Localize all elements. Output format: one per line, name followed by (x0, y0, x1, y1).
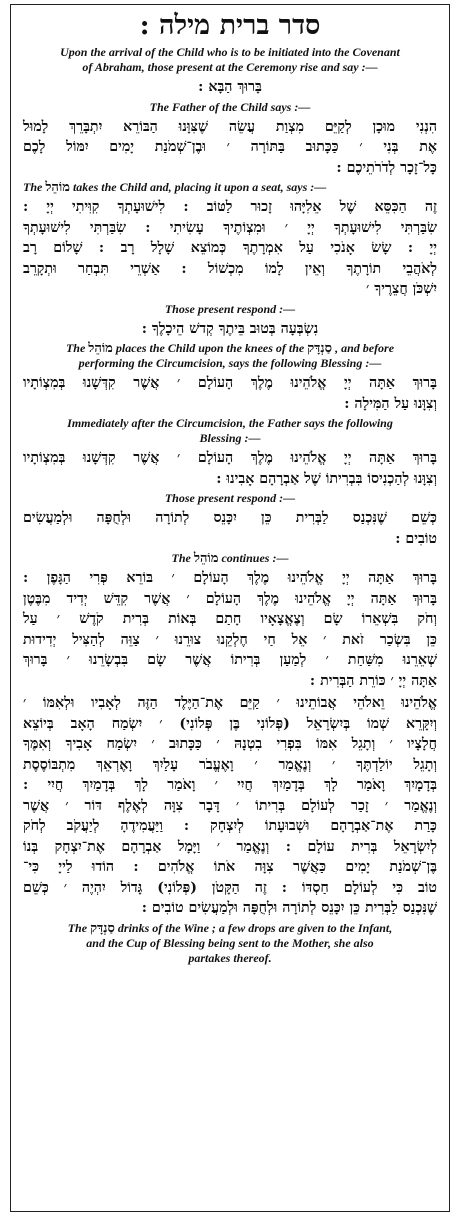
final-blessing-line: וְחֹק בִּשְׁאֵרוֹ שָׂם וְצֶאֱצָאָיו חָתַם בְּאוֹת בְּרִית קֹדֶשׁ ׳ עַל (23, 611, 437, 627)
response-1-text: נִשְׂבְּעָה בְּטוּב בֵּיתֶךָ קְדשׁ הֵיכָלֶךָ : (141, 320, 319, 337)
sandak-word: סַנְדָּק (307, 341, 333, 356)
response-2-line: טוֹבִים : (395, 530, 437, 547)
places-child-line-2: performing the Circumcision, says the following Blessing :— (78, 356, 382, 370)
father-says-heading: The Father of the Child says :— (149, 99, 311, 114)
closing-pre: The (67, 920, 88, 935)
final-prayer-line: טוֹב כִּי לְעוֹלָם חַסְדּוֹ : זֶה הַקָּטֹן (פְּלוֹנִי) גָּדוֹל יִהְיֶה ׳ כְּשֵׁם (23, 879, 437, 896)
final-prayer-line: כָּרַת אֶת־אַבְרָהָם וּשְׁבוּעָתוֹ לְיִצְחָק : וַיַּעֲמִידֶהָ לְיַעֲקֹב לְחֹק (23, 818, 437, 834)
closing-instruction (23, 921, 437, 966)
mohel-blessing (23, 373, 437, 414)
final-blessings-1 (23, 568, 437, 691)
father-declaration-line: כָּל־זָכָר לְדֹרֹתֵיכֶם : (336, 159, 437, 176)
final-prayer-line: וְתָגֵל יוֹלַדְתֶּךָ ׳ וְנֶאֱמַר ׳ וָאֶעֱבֹר עָלַיִךְ וָאֶרְאֵךְ מִתְבּוֹסֶסֶת (23, 756, 437, 773)
chair-of-elijah-line: שִׂבַּרְתִּי לִישׁוּעָתְךָ יְיָ ׳ וּמִצְוֹתֶיךָ עָשִׂיתִי : שִׂבַּרְתִּי לִישׁוּעָתְךָ (23, 219, 437, 236)
continues-pre: The (171, 551, 191, 565)
after-circumcision-line-2: Blessing :— (199, 431, 261, 445)
closing-line-2: and the Cup of Blessing being sent to the Mother, she also (86, 935, 374, 950)
final-prayer-line: שֶׁנִּכְנַס לַבְּרִית כֵּן יִכָּנֵס לְתוֹרָה וּלְחֻפָּה וּלְמַעֲשִׂים טוֹבִים : (141, 900, 437, 916)
final-prayer-line: לְיִשְׂרָאֵל בְּרִית עוֹלָם : וְנֶאֱמַר ׳ וַיָּמָל אַבְרָהָם אֶת־יִצְחָק בְּנוֹ (23, 838, 437, 855)
response-2-line: כְּשֵׁם שֶׁנִּכְנַס לַבְּרִית כֵּן יִכָּנֵס לְתוֹרָה וּלְחֻפָּה וּלְמַעֲשִׂים (23, 510, 437, 526)
mohel-word: מוֹהֵל (45, 180, 70, 195)
continues-heading (23, 551, 437, 566)
places-child-post: , and before (335, 341, 395, 355)
places-child-pre: The (65, 341, 86, 355)
closing-line-1: drinks of the Wine ; a few drops are given to the Infant, (117, 920, 393, 935)
mohel-blessing-line: בָּרוּךְ אַתָּה יְיָ אֱלֹהֵינוּ מֶלֶךְ הָעוֹלָם ׳ אֲשֶׁר קִדְּשָׁנוּ בְּמִצְוֹתָיו (23, 375, 437, 391)
respond-heading-2: Those present respond :— (164, 491, 296, 505)
page-title: סדר ברית מילה : (139, 10, 321, 41)
father-declaration-line: אֶת בְּנִי ׳ כַּכָּתוּב בַּתּוֹרָה ׳ וּבֶן־שְׁמֹנַת יָמִים יִמּוֹל לָכֶם (23, 139, 437, 155)
after-circumcision-instruction (23, 416, 437, 446)
mohel-word: מוֹהֵל (193, 551, 219, 566)
final-blessing-line: שְׁאֵרֵנוּ מִשַּׁחַת ׳ לְמַעַן בְּרִיתוֹ אֲשֶׁר שָׂם בִּבְשָׂרֵנוּ ׳ בָּרוּךְ (23, 652, 437, 668)
chair-of-elijah-line: יְיָ : שָׂשׂ אָנֹכִי עַל אִמְרָתֶךָ כְּמוֹצֵא שָׁלָל רָב : שָׁלוֹם רָב (23, 240, 437, 256)
places-child-instruction (23, 341, 437, 371)
intro-line-2: of Abraham, those present at the Ceremony rise and say :— (82, 60, 378, 74)
continues-post: continues :— (221, 551, 289, 565)
mohel-takes-pre: The (23, 180, 43, 194)
mohel-takes-post: takes the Child and, placing it upon a seat, says :— (72, 180, 327, 194)
final-prayer-line: אֱלֹהֵינוּ וֵאלֹהֵי אֲבוֹתֵינוּ ׳ קַיֵּם אֶת־הַיֶּלֶד הַזֶּה לְאָבִיו וּלְאִמּוֹ ׳ (23, 695, 437, 711)
father-blessing (23, 448, 437, 489)
respond-heading-1: Those present respond :— (164, 301, 296, 316)
final-blessing-line: בָּרוּךְ אַתָּה יְיָ אֱלֹהֵינוּ מֶלֶךְ הָעוֹלָם ׳ אֲשֶׁר קִדֵּשׁ יְדִיד מִבֶּטֶן (23, 590, 437, 607)
mohel-word: מוֹהֵל (88, 341, 113, 356)
final-blessing-line: בָּרוּךְ אַתָּה יְיָ אֱלֹהֵינוּ מֶלֶךְ הָעוֹלָם ׳ בּוֹרֵא פְּרִי הַגָּפֶן : (23, 570, 437, 586)
father-declaration (23, 117, 437, 179)
intro-instruction (23, 45, 437, 75)
closing-line-3: partakes thereof. (188, 950, 272, 965)
father-blessing-line: בָּרוּךְ אַתָּה יְיָ אֱלֹהֵינוּ מֶלֶךְ הָעוֹלָם ׳ אֲשֶׁר קִדְּשָׁנוּ בְּמִצְוֹתָיו (23, 450, 437, 466)
final-blessings-2 (23, 693, 437, 919)
greeting-text: בָּרוּךְ הַבָּא : (198, 79, 262, 95)
sandak-word: סַנְדָּק (90, 920, 115, 936)
father-blessing-line: וְצִוָּנוּ לְהַכְנִיסוֹ בִּבְרִיתוֹ שֶׁל אַבְרָהָם אָבִינוּ : (216, 470, 437, 487)
final-prayer-line: בֶּן־שְׁמֹנַת יָמִים כַּאֲשֶׁר צִוָּה אֹתוֹ אֱלֹהִים : הוֹדוּ לַייָ כִּי־ (23, 859, 437, 875)
chair-of-elijah-text (23, 197, 437, 300)
father-declaration-line: הִנְנִי מוּכָן לְקַיֵּם מִצְוַת עֲשֵׂה שֶׁצִּוָּנוּ הַבּוֹרֵא יִתְבָּרֵךְ לָמוּל (23, 118, 437, 135)
final-prayer-line: חֲלָצָיו ׳ וְתָגֵל אִמּוֹ בִּפְרִי בִטְנָהּ ׳ כַּכָּתוּב ׳ יִשְׂמַח אָבִיךָ וְאִמֶּךָ (23, 736, 437, 752)
final-prayer-line: בְּדָמָיִךְ וָאֹמַר לָךְ בְּדָמַיִךְ חֲיִי ׳ וָאֹמַר לָךְ בְּדָמַיִךְ חֲיִי : (23, 777, 437, 793)
intro-line-1: Upon the arrival of the Child who is to be initiated into the Covenant (60, 45, 400, 59)
document-page (10, 4, 450, 1212)
final-prayer-line: וְיִקָּרֵא שְׁמוֹ בְּיִשְׂרָאֵל (פְּלוֹנִי בֶּן פְּלוֹנִי) ׳ יִשְׂמַח הָאָב בְּיוֹצֵא (23, 715, 437, 732)
mohel-blessing-line: וְצִוָּנוּ עַל הַמִּילָה : (344, 395, 437, 412)
chair-of-elijah-line: זֶה הַכִּסֵּא שֶׁל אֵלִיָּהוּ זָכוּר לַטּוֹב : לִישׁוּעָתְךָ קִוִּיתִי יְיָ : (23, 199, 437, 215)
final-blessing-line: אַתָּה יְיָ ׳ כּוֹרֵת הַבְּרִית : (309, 672, 437, 689)
places-child-mid: places the Child upon the knees of the (115, 341, 305, 355)
chair-of-elijah-line: לְאֹהֲבֵי תוֹרָתֶךָ וְאֵין לָמוֹ מִכְשׁוֹל : אַשְׁרֵי תִּבְחַר וּתְקָרֵב (23, 260, 437, 277)
chair-of-elijah-line: יִשְׁכֹּן חֲצֵרֶיךָ ׳ (366, 281, 437, 297)
final-blessing-line: כֵּן בִּשְׂכַר זֹאת ׳ אֵל חַי חֶלְקֵנוּ צוּרֵנוּ ׳ צַוֵּה לְהַצִּיל יְדִידוּת (23, 631, 437, 648)
after-circumcision-line-1: Immediately after the Circumcision, the Father says the following (67, 416, 393, 430)
mohel-takes-instruction (23, 180, 437, 195)
final-prayer-line: וְנֶאֱמַר ׳ זָכַר לְעוֹלָם בְּרִיתוֹ ׳ דָּבָר צִוָּה לְאֶלֶף דּוֹר ׳ אֲשֶׁר (23, 797, 437, 814)
response-2-text (23, 508, 437, 549)
